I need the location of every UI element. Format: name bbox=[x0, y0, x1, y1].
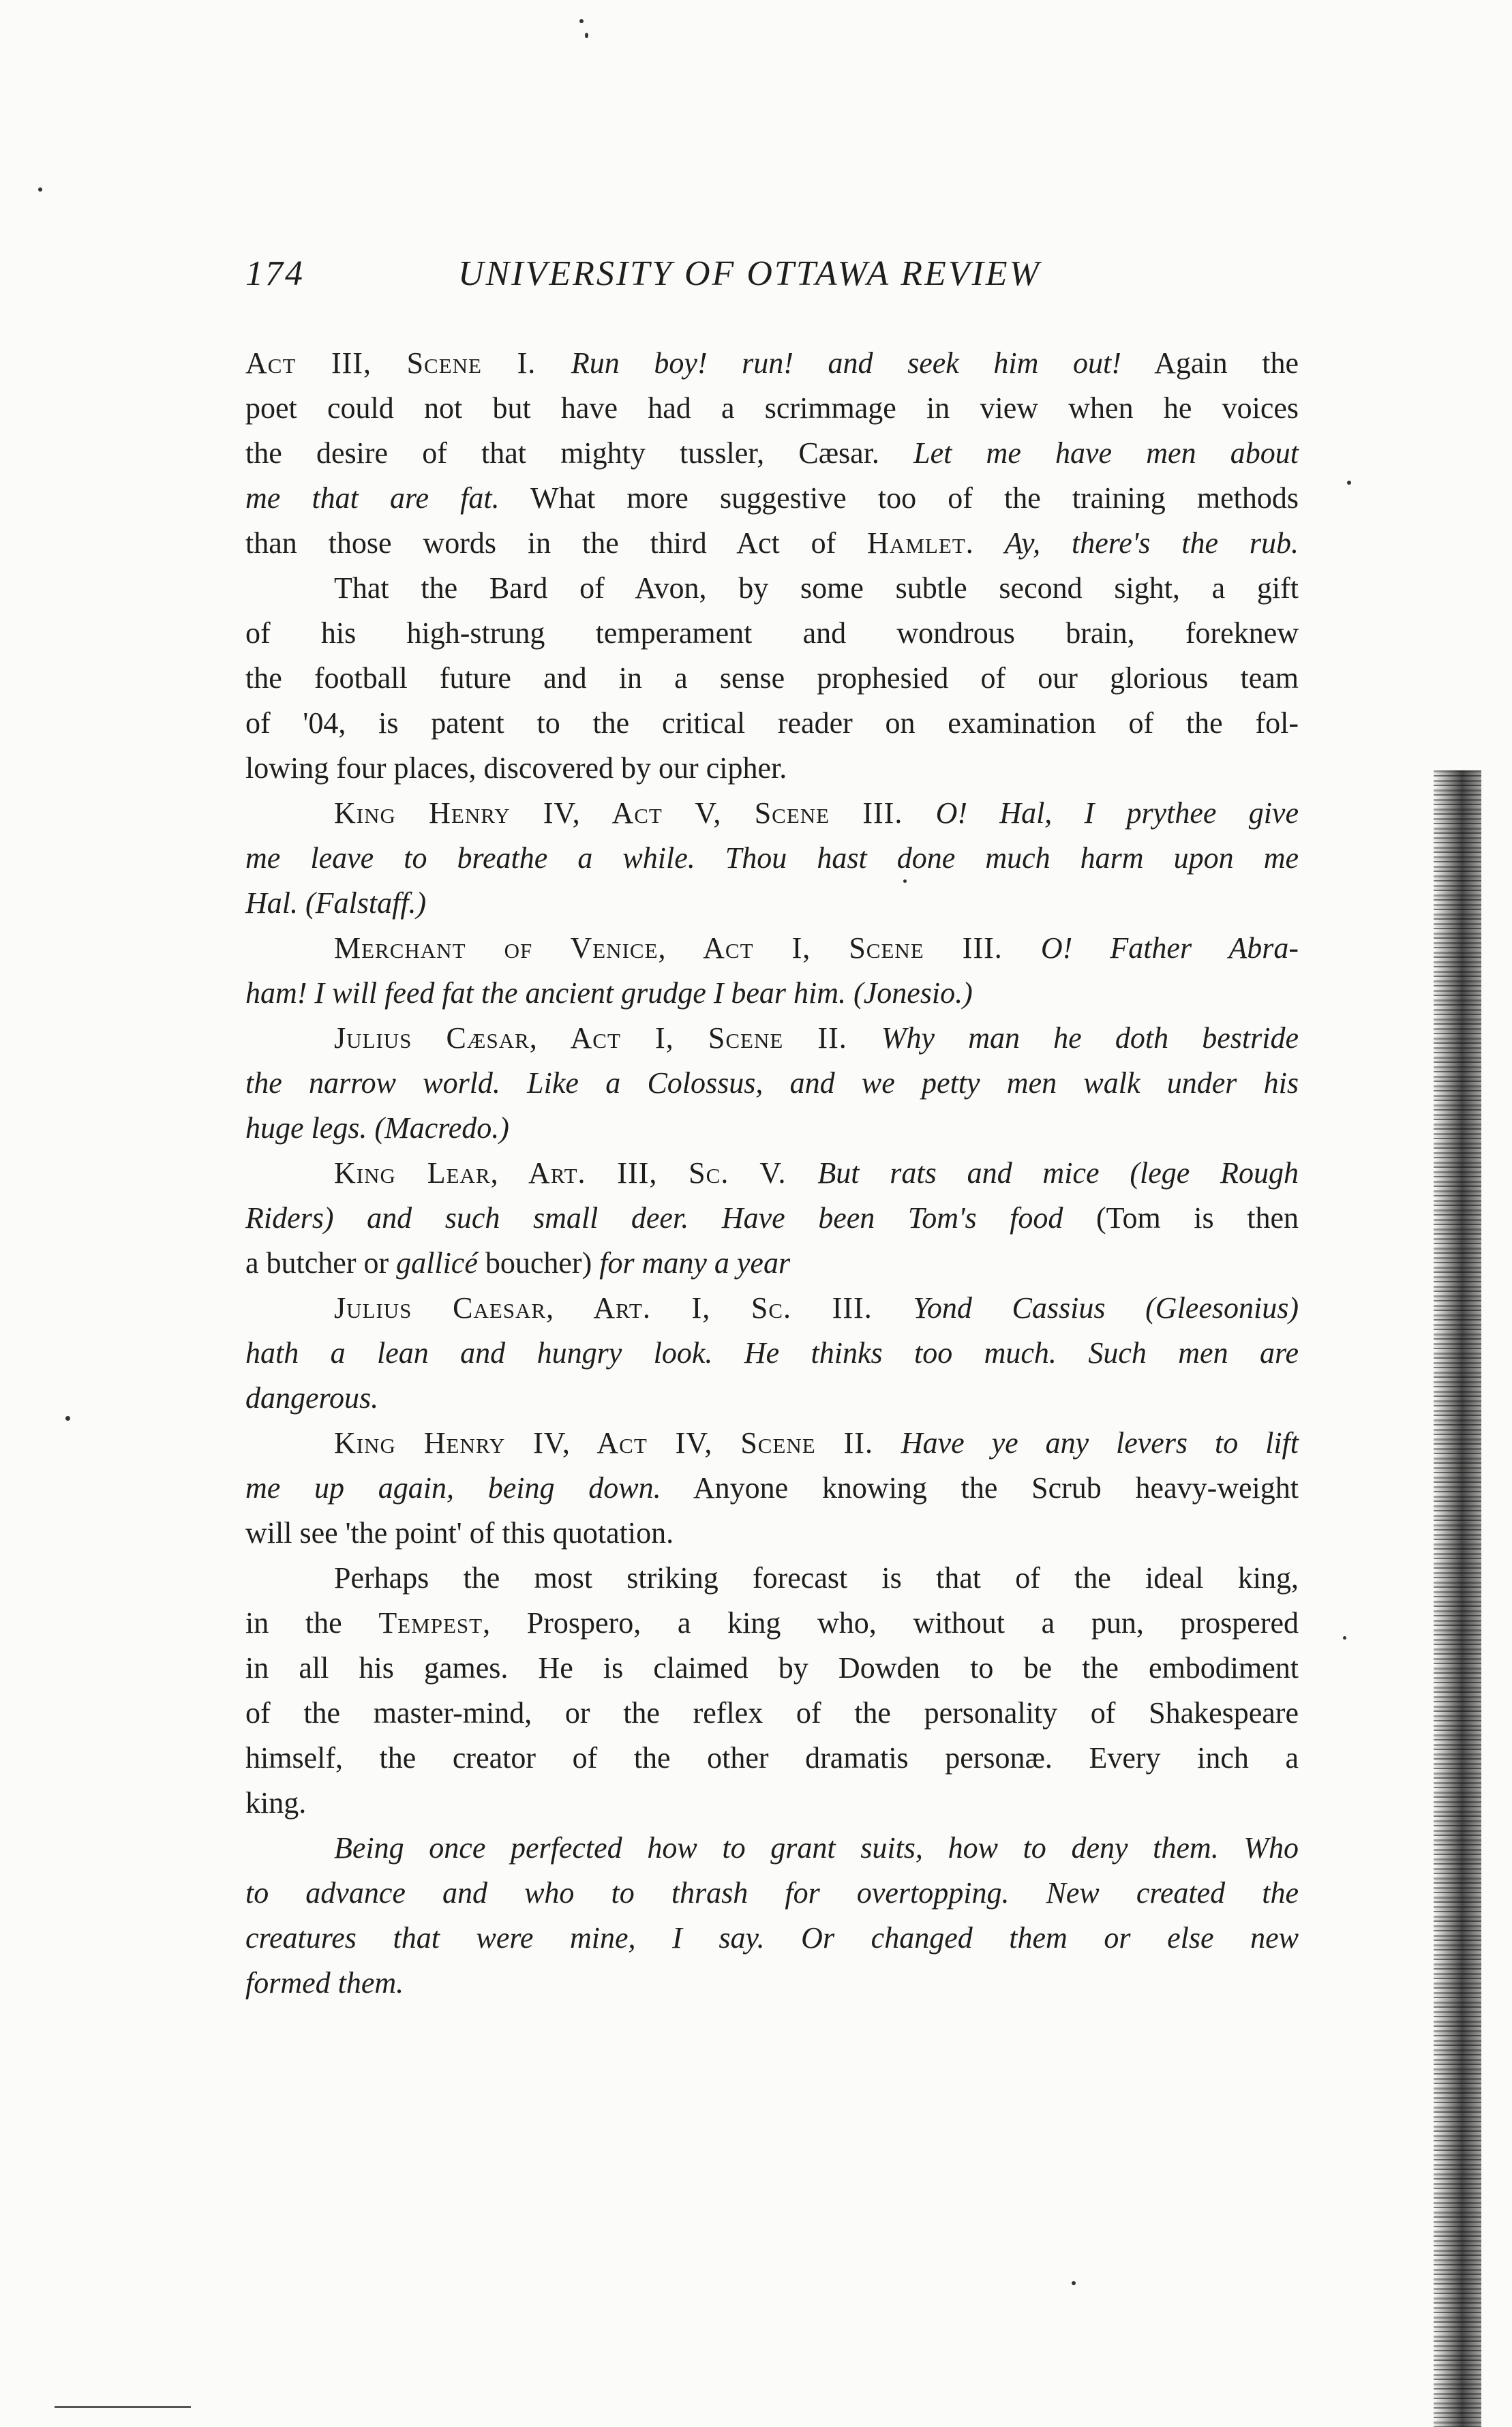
italic-run: Riders) and such small deer. Have been Tom's food bbox=[245, 1201, 1063, 1235]
italic-run: Run boy! run! and seek him out! bbox=[571, 346, 1121, 380]
text-line bbox=[245, 1286, 1299, 1331]
text-run: the football future and in a sense prophesied of our glorious team bbox=[245, 661, 1299, 695]
page-header bbox=[245, 254, 1299, 301]
text-run: king. bbox=[245, 1786, 307, 1820]
text-line bbox=[245, 1916, 1299, 1961]
italic-run: ham! I will feed fat the ancient grudge I bear him. (Jonesio.) bbox=[245, 976, 973, 1010]
italic-run: Hal. (Falstaff.) bbox=[245, 886, 427, 920]
italic-run: dangerous. bbox=[245, 1381, 379, 1415]
small-caps-run: King Henry IV, Act V, Scene III. bbox=[334, 796, 936, 830]
text-line bbox=[245, 611, 1299, 656]
small-caps-run: Hamlet bbox=[867, 526, 966, 560]
text-line bbox=[245, 1421, 1299, 1466]
text-run: poet could not but have had a scrimmage in view when he voices bbox=[245, 391, 1299, 425]
text-line bbox=[245, 521, 1299, 566]
italic-run: formed them. bbox=[245, 1966, 404, 2000]
text-run: What more suggestive too of the training methods bbox=[499, 481, 1299, 515]
small-caps-run: Tempest bbox=[378, 1606, 483, 1640]
text-line bbox=[245, 1331, 1299, 1376]
text-line bbox=[245, 1646, 1299, 1691]
italic-run: But rats and mice (lege Rough bbox=[817, 1156, 1299, 1190]
text-run: That the Bard of Avon, by some subtle second sight, a gift bbox=[334, 571, 1299, 605]
text-line bbox=[245, 341, 1299, 386]
italic-run: Yond Cassius (Gleesonius) bbox=[913, 1291, 1299, 1325]
italic-run: huge legs. (Macredo.) bbox=[245, 1111, 509, 1145]
small-caps-run: Julius Caesar, Art. I, Sc. III. bbox=[334, 1291, 913, 1325]
italic-run: me that are fat. bbox=[245, 481, 500, 515]
scan-speck bbox=[1343, 1636, 1346, 1640]
text-line bbox=[245, 746, 1299, 791]
text-line bbox=[245, 1736, 1299, 1781]
text-line bbox=[245, 1691, 1299, 1736]
text-run: (Tom is then bbox=[1063, 1201, 1299, 1235]
text-line bbox=[245, 476, 1299, 521]
text-line bbox=[245, 1826, 1299, 1871]
text-run: of '04, is patent to the critical reader on examination of the fol- bbox=[245, 706, 1299, 740]
page-number: 174 bbox=[245, 254, 305, 293]
text-line bbox=[245, 1151, 1299, 1196]
small-caps-run: Act III, Scene I. bbox=[245, 346, 571, 380]
italic-run: hath a lean and hungry look. He thinks too much. Such men are bbox=[245, 1336, 1299, 1370]
text-run: Again the bbox=[1121, 346, 1299, 380]
italic-run: creatures that were mine, I say. Or changed them or else new bbox=[245, 1921, 1299, 1955]
scan-speck bbox=[65, 1416, 70, 1421]
italic-run: Being once perfected how to grant suits, how to deny them. Who bbox=[334, 1831, 1299, 1865]
text-run: of his high-strung temperament and wondrous brain, foreknew bbox=[245, 616, 1299, 650]
text-line bbox=[245, 1781, 1299, 1826]
text-line bbox=[245, 1106, 1299, 1151]
text-line bbox=[245, 1601, 1299, 1646]
italic-run: O! Father Abra- bbox=[1040, 931, 1299, 965]
italic-run: to advance and who to thrash for overtopping. New created the bbox=[245, 1876, 1299, 1910]
scan-speck bbox=[1072, 2281, 1076, 2285]
italic-run: Let me have men about bbox=[913, 436, 1299, 470]
text-line bbox=[245, 791, 1299, 836]
italic-run: Have ye any levers to lift bbox=[901, 1426, 1299, 1460]
text-line bbox=[245, 1241, 1299, 1286]
small-caps-run: King Lear, Art. III, Sc. V. bbox=[334, 1156, 818, 1190]
italic-run: O! Hal, I prythee give bbox=[935, 796, 1299, 830]
text-run: will see 'the point' of this quotation. bbox=[245, 1516, 674, 1550]
text-run: Anyone knowing the Scrub heavy-weight bbox=[661, 1471, 1299, 1505]
text-line bbox=[245, 1961, 1299, 2006]
italic-run: for many a year bbox=[599, 1246, 791, 1280]
text-line bbox=[245, 1196, 1299, 1241]
text-line bbox=[245, 836, 1299, 881]
text-line bbox=[245, 1871, 1299, 1916]
text-run: the desire of that mighty tussler, Cæsar. bbox=[245, 436, 914, 470]
text-line bbox=[245, 881, 1299, 926]
text-line bbox=[245, 566, 1299, 611]
text-line bbox=[245, 656, 1299, 701]
italic-run: Why man he doth bestride bbox=[881, 1021, 1299, 1055]
scan-speck bbox=[903, 879, 907, 883]
scanned-page-edge bbox=[1434, 770, 1481, 2427]
italic-run: me up again, being down. bbox=[245, 1471, 661, 1505]
text-line bbox=[245, 971, 1299, 1016]
italic-run: gallicé bbox=[396, 1246, 478, 1280]
text-line bbox=[245, 1061, 1299, 1106]
text-run: , Prospero, a king who, without a pun, prospered bbox=[483, 1606, 1299, 1640]
italic-run: Ay, there's the rub. bbox=[1004, 526, 1299, 560]
scan-speck bbox=[1347, 481, 1351, 485]
scan-speck bbox=[38, 187, 42, 192]
text-run: than those words in the third Act of bbox=[245, 526, 868, 560]
text-run: of the master-mind, or the reflex of the personality of Shakespeare bbox=[245, 1696, 1299, 1730]
text-line bbox=[245, 1376, 1299, 1421]
text-line bbox=[245, 1511, 1299, 1556]
scan-speck bbox=[585, 33, 588, 38]
bottom-rule bbox=[55, 2406, 191, 2408]
text-line bbox=[245, 431, 1299, 476]
text-line bbox=[245, 386, 1299, 431]
small-caps-run: Julius Cæsar, Act I, Scene II. bbox=[334, 1021, 881, 1055]
text-run: himself, the creator of the other dramatis personæ. Every inch a bbox=[245, 1741, 1299, 1775]
italic-run: the narrow world. Like a Colossus, and we petty men walk under his bbox=[245, 1066, 1299, 1100]
scan-speck bbox=[579, 19, 584, 23]
text-run: . bbox=[965, 526, 1005, 560]
small-caps-run: King Henry IV, Act IV, Scene II. bbox=[334, 1426, 901, 1460]
text-run: in the bbox=[245, 1606, 379, 1640]
text-run: in all his games. He is claimed by Dowden to be the embodiment bbox=[245, 1651, 1299, 1685]
text-line bbox=[245, 1016, 1299, 1061]
text-line bbox=[245, 701, 1299, 746]
text-run: Perhaps the most striking forecast is that of the ideal king, bbox=[334, 1561, 1299, 1595]
text-line bbox=[245, 1556, 1299, 1601]
text-line bbox=[245, 1466, 1299, 1511]
running-title: UNIVERSITY OF OTTAWA REVIEW bbox=[458, 254, 1041, 293]
text-run: boucher) bbox=[477, 1246, 600, 1280]
italic-run: me leave to breathe a while. Thou hast done much harm upon me bbox=[245, 841, 1299, 875]
text-line bbox=[245, 926, 1299, 971]
small-caps-run: Merchant of Venice, Act I, Scene III. bbox=[334, 931, 1041, 965]
text-run: lowing four places, discovered by our cipher. bbox=[245, 751, 787, 785]
text-run: a butcher or bbox=[245, 1246, 397, 1280]
